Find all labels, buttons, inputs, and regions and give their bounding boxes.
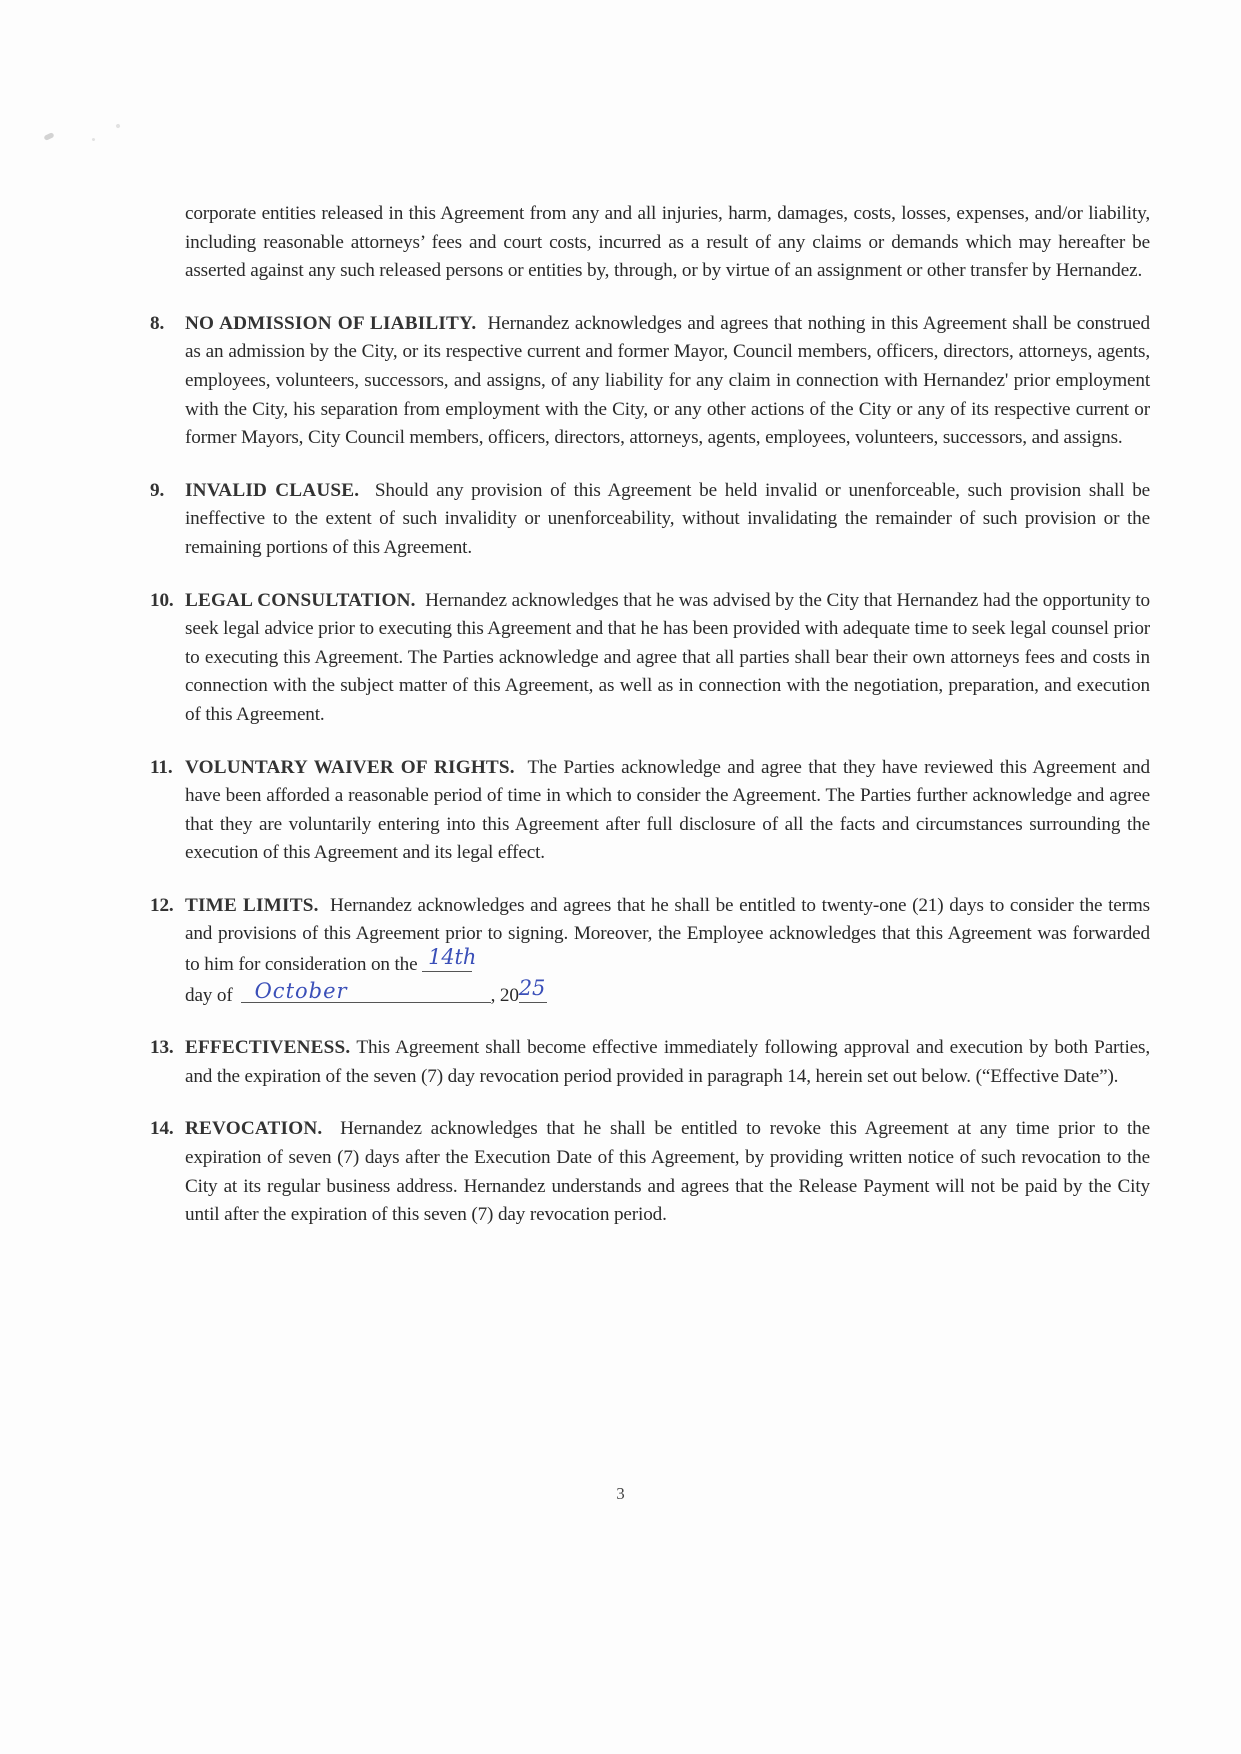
section-text: Should any provision of this Agreement be held invalid or unenforceable, such provision shall be ineffective to the extent of such invalidity or unenforceability, without invalidating the remainder of such provision or the remaining portions of this Agreement.: [185, 479, 1150, 558]
section-text: Hernandez acknowledges that he was advised by the City that Hernandez had the opportunity to seek legal advice prior to executing this Agreement and that he has been provided with adequate time to seek legal counsel prior to executing this Agreement. The Parties acknowledge and agree that all parties shall bear their own attorneys fees and costs in connection with the subject matter of this Agreement, as well as in connection with the negotiation, preparation, and execution of this Agreement.: [185, 589, 1151, 725]
section-10-legal-consultation: [150, 587, 1150, 730]
scan-artifact: [92, 138, 96, 142]
section-body: [185, 892, 1150, 1010]
section-body: [185, 1034, 1150, 1091]
section-title: NO ADMISSION OF LIABILITY.: [185, 312, 477, 334]
day-of-label: day of: [185, 984, 233, 1006]
section-body: [185, 587, 1150, 730]
year-blank[interactable]: [518, 975, 547, 1003]
section-title: INVALID CLAUSE.: [185, 479, 360, 501]
handwritten-month: October: [254, 978, 348, 1003]
section-number: 14.: [150, 1118, 174, 1140]
section-body: [185, 1115, 1150, 1229]
handwritten-day: 14th: [428, 945, 477, 970]
section-number: 9.: [150, 479, 165, 501]
section-body: [185, 310, 1150, 453]
scan-artifact: [43, 132, 54, 141]
section-body: [185, 754, 1150, 868]
page-number: 3: [616, 1484, 625, 1503]
section-11-voluntary-waiver-of-rights: [150, 754, 1150, 868]
day-blank[interactable]: [422, 945, 477, 972]
document-body: [150, 200, 1150, 1230]
year-prefix: , 20: [490, 984, 519, 1006]
scan-artifact: [115, 123, 120, 128]
section-12-time-limits: [150, 892, 1150, 1010]
section-title: LEGAL CONSULTATION.: [185, 589, 416, 611]
section-14-revocation: [150, 1115, 1150, 1229]
section-title: EFFECTIVENESS.: [185, 1037, 351, 1059]
section-text: The Parties acknowledge and agree that they have reviewed this Agreement and have been afforded a reasonable period of time in which to consider the Agreement. The Parties further acknowledge and agree that they are voluntarily entering into this Agreement after full disclosure of all the facts and circumstances surrounding the execution of this Agreement and its legal effect.: [185, 756, 1150, 864]
section-13-effectiveness: [150, 1034, 1150, 1091]
section-8-no-admission-of-liability: [150, 310, 1150, 453]
section-title: TIME LIMITS.: [185, 894, 319, 916]
section-9-invalid-clause: [150, 477, 1150, 563]
section-text: Hernandez acknowledges and agrees that nothing in this Agreement shall be construed as an admission by the City, or its respective current and former Mayor, Council members, officers, directors, attorneys, agents, employees, volunteers, successors, and assigns, of any liability for any claim in connection with Hernandez' prior employment with the City, his separation from employment with the City, or any other actions of the City or any of its respective current or former Mayors, City Council members, officers, directors, attorneys, agents, employees, volunteers, successors, and assigns.: [185, 312, 1150, 449]
section-number: 8.: [150, 312, 165, 334]
section-text: Hernandez acknowledges and agrees that he shall be entitled to twenty-one (21) days to consider the terms and provisions of this Agreement prior to signing. Moreover, the Employee acknowledges that this Agreement was forwarded to him for consideration on the: [185, 894, 1150, 976]
section-text: This Agreement shall become effective immediately following approval and execution by both Parties, and the expiration of the seven (7) day revocation period provided in paragraph 14, herein set out below. (“Effective Date”).: [185, 1037, 1150, 1087]
section-title: VOLUNTARY WAIVER OF RIGHTS.: [185, 756, 515, 778]
month-blank[interactable]: [241, 980, 491, 1003]
section-number: 10.: [150, 589, 174, 611]
continued-paragraph: corporate entities released in this Agreement from any and all injuries, harm, damages, costs, losses, expenses, and/or liability, including reasonable attorneys’ fees and court costs, incurred as a result of any claims or demands which may hereafter be asserted against any such released persons or entities by, through, or by virtue of an assignment or other transfer by Hernandez.: [185, 203, 1150, 282]
section-text: Hernandez acknowledges that he shall be entitled to revoke this Agreement at any time prior to the expiration of seven (7) days after the Execution Date of this Agreement, by providing written notice of such revocation to the City at its regular business address. Hernandez understands and agrees that the Release Payment will not be paid by the City until after the expiration of this seven (7) day revocation period.: [185, 1118, 1150, 1226]
section-number: 12.: [150, 894, 174, 916]
section-number: 13.: [150, 1037, 174, 1059]
section-body: [185, 477, 1150, 563]
section-number: 11.: [150, 756, 173, 778]
handwritten-year: 25: [518, 975, 546, 1000]
section-title: REVOCATION.: [185, 1118, 323, 1140]
